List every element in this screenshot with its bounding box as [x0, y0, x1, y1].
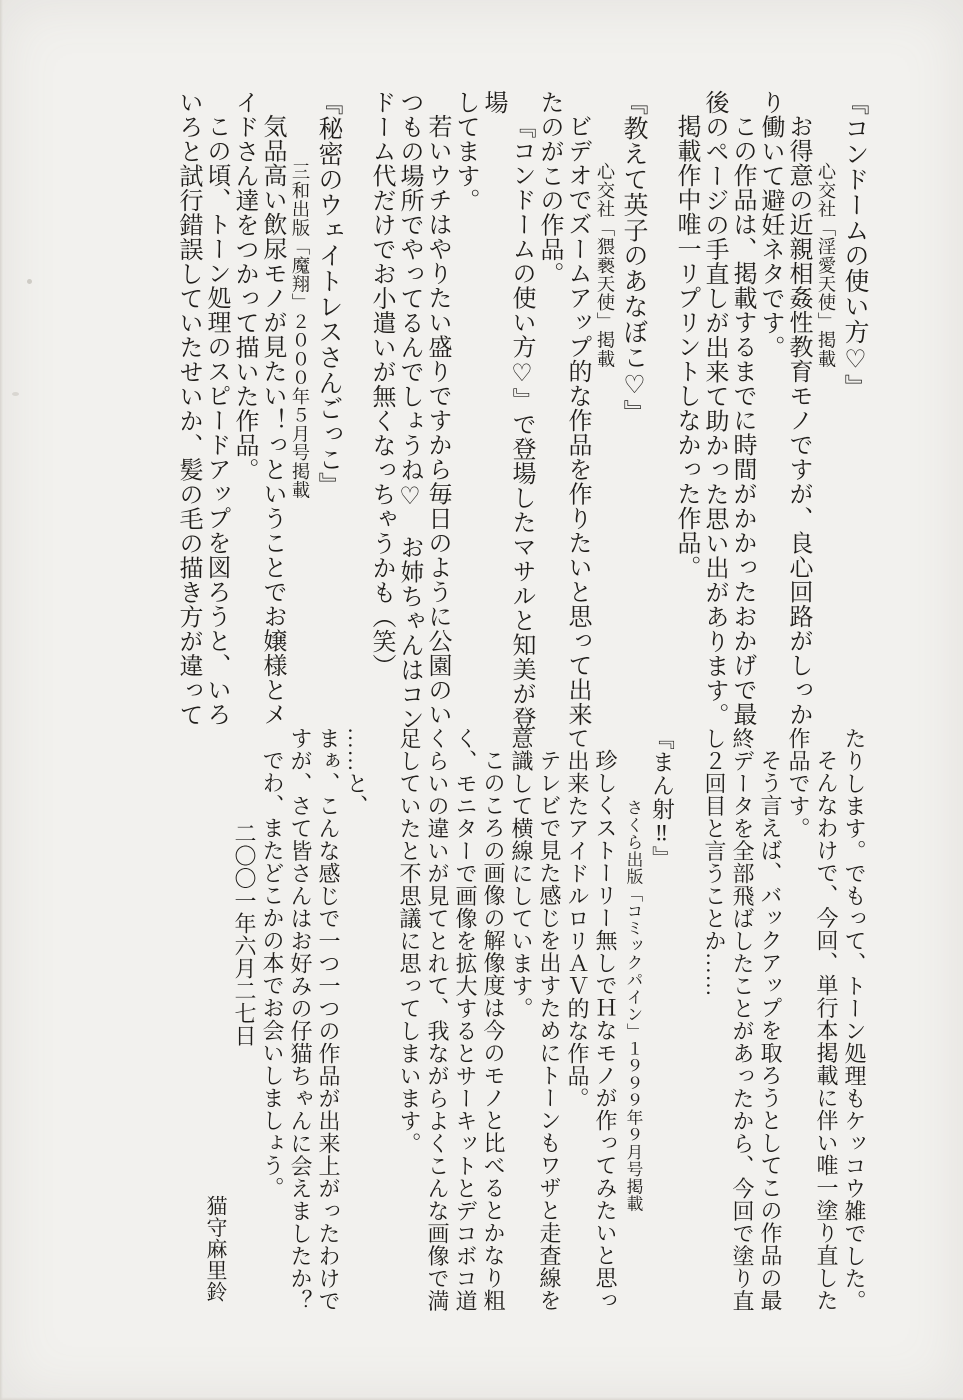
text-line: でわ、またどこかの本でお会いしましょう。: [260, 749, 285, 1199]
afterword-bottom-block: [202, 727, 868, 1342]
text-line: いろと試行錯誤していたせいか、髪の毛の描き方が違って: [175, 90, 201, 727]
text-line: してます。: [452, 90, 478, 213]
text-line: 若いウチはやりたい盛りですから毎日のように公園のい: [424, 114, 450, 727]
text-line: 掲載作中唯一リプリントしなかった作品。: [673, 114, 699, 580]
text-line: し２回目と言うことか……: [702, 727, 727, 997]
text-line: 『コンドームの使い方♡』で登場したマサルと知美が登場: [480, 90, 534, 731]
work-title-anaboko: 『教えて英子のあなぼこ♡』: [620, 90, 647, 426]
text-line: この作品は、掲載するまでに時間がかかったおかげで最: [729, 114, 755, 727]
date-line: 二〇〇一年六月二七日: [232, 822, 257, 1047]
scan-speck: [12, 392, 19, 396]
scan-speck: [27, 279, 32, 284]
text-line: 気品高い飲尿モノが見たい！っということでお嬢様とメ: [259, 114, 285, 727]
text-line: まぁ、こんな感じで一つ一つの作品が出来上がったわけで: [316, 727, 341, 1312]
text-line: テレビで見た感じを出すためにトーンもワザと走査線を: [537, 749, 562, 1312]
text-line: たりします。でもって、トーン処理もケッコウ雑でした。: [842, 727, 867, 1312]
text-line: 後のページの手直しが出来て助かった思い出があります。: [701, 90, 727, 727]
text-line: り働いて避妊ネタです。: [757, 90, 783, 360]
text-line: 珍しくストーリー無しでＨなモノが作ってみたいと思っ: [593, 749, 618, 1312]
text-line: 作品です。: [786, 727, 811, 840]
work-entry-anaboko: [367, 90, 647, 742]
text-line: たのがこの作品。: [536, 90, 562, 286]
text-line: 足していたと不思議に思ってしまいます。: [397, 727, 422, 1155]
closing-section: [202, 727, 370, 1342]
work-entry-waitress: [174, 90, 342, 742]
text-line: すが、さて皆さんはお好みの仔猫ちゃんに会えましたか？: [288, 727, 313, 1312]
work-entry-condom: [672, 90, 868, 742]
work-publication-waitress: 三和出版「魔翔」２０００年５月号掲載: [290, 162, 310, 500]
work-publication-condom: 心交社「淫愛天使」掲載: [816, 162, 836, 369]
text-line: 終データを全部飛ばしたことがあったから、今回で塗り直: [730, 727, 755, 1312]
work-entry-mansha: [395, 727, 675, 1342]
text-line: イドさん達をつかって描いた作品。: [231, 90, 257, 482]
text-line: つもの場所でやってるんでしょうね♡ お姉ちゃんはコン: [396, 90, 422, 731]
text-line: そう言えば、バックアップを取ろうとしてこの作品の最: [758, 749, 783, 1312]
text-line: そんなわけで、今回、単行本掲載に伴い唯一塗り直した: [814, 749, 839, 1312]
work-title-condom: 『コンドームの使い方♡』: [841, 90, 868, 400]
work-title-waitress: 『秘密のウェイトレスさんごっこ』: [315, 90, 342, 498]
text-line: お得意の近親相姦性教育モノですが、良心回路がしっか: [785, 114, 811, 727]
author-signature: 猫守麻里鈴: [204, 1195, 228, 1303]
text-line: ドーム代だけでお小遣いが無くなっちゃうかも（笑）: [368, 90, 394, 678]
text-line: ビデオでズームアップ的な作品を作りたいと思って出来: [564, 114, 590, 727]
text-line: ……と、: [344, 727, 369, 817]
text-line: くらいの違いが見てとれて、我ながらよくこんな画像で満: [425, 727, 450, 1312]
text-line: て出来たアイドルロリＡＶ的な作品。: [565, 727, 590, 1110]
work-publication-anaboko: 心交社「猥褻天使」掲載: [595, 162, 615, 369]
text-line: このころの画像の解像度は今のモノと比べるとかなり粗: [481, 749, 506, 1312]
afterword-top-block: [174, 90, 868, 742]
text-line: 意識して横線にしています。: [509, 727, 534, 1020]
text-line: く、モニターで画像を拡大するとサーキットとデコボコ道: [453, 727, 478, 1312]
work-title-mansha: 『まん射‼』: [649, 727, 674, 870]
work-publication-mansha: さくら出版「コミックパイン」１９９９年９月号掲載: [624, 799, 643, 1213]
text-line: この頃、トーン処理のスピードアップを図ろうと、いろ: [203, 114, 229, 727]
work-entry-waitress-continued: [700, 727, 868, 1342]
